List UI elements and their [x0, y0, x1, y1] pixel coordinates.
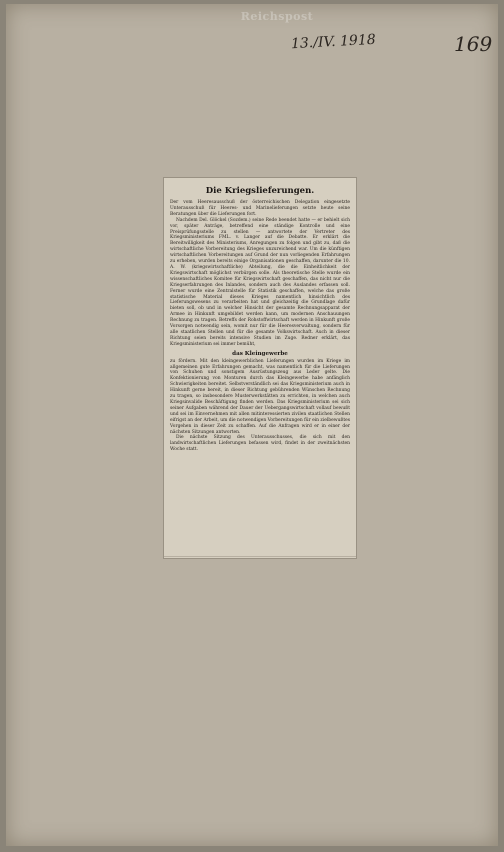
article-paragraph: Nachdem Del. Glöckel (Sozdem.) seine Rede beendet hatte — er behielt sich vor, später Anträge, betreffend eine ständige Kontrolle und eine Preisprüfungsstelle zu stellen — antwortete der Vertreter des Kriegsministeriums FML. v. Langer auf die Debatte. Er erklärt die Bereitwilligkeit des Ministeriums, Anregungen zu folgen und gibt zu, daß die wirtschaftliche Vorbereitung des Krieges unzureichend war. Um die künftigen wirtschaftlichen Vorbereitungen auf Grund der nun vorliegenden Erfahrungen zu erheben, wurden bereits einige Organisationen geschaffen, darunter die 10. A. W. (kriegswirtschaftliche) Abteilung, die die Einheitlichkeit der Kriegswirtschaft möglichst verbürgen solle. Als theoretische Stelle wurde ein wissenschaftliches Komitee für Kriegswirtschaft geschaffen, das nicht nur die Kriegserfahrungen des Inlandes, sondern auch des Auslandes erfassen soll. Ferner wurde eine Zentralstelle für Statistik geschaffen, welche das große statistische Material dieses Krieges namentlich hinsichtlich des Lieferungswesens zu verarbeiten hat und gleichzeitig die Grundlage dafür bieten soll, ob und in welcher Hinsicht der gesamte Rechnungsapparat der Armee in Hinkunft umgebildet werden kann, um modernen Anschauungen Rechnung zu tragen. Betreffs der Rohstoffwirtschaft werden in Hinkunft große Vorsorgen notwendig sein, womit nur für die Heeresverwaltung, sondern für alle staatlichen Stellen und für die gesamte Volkswirtschaft. Auch in dieser Richtung seien bereits intensive Studien im Zuge. Redner erklärt, das Kriegsministerium sei immer bemüht,	[170, 217, 350, 347]
folio-number: 169	[454, 32, 493, 56]
newspaper-clipping	[164, 178, 356, 558]
article-subheading: das Kleingewerbe	[232, 350, 288, 357]
article-paragraph: Die nächste Sitzung des Unterausschusses, die sich mit den landwirtschaftlichen Lieferungen befassen wird, findet in der zweitnächsten Woche statt.	[170, 435, 350, 453]
article-paragraph: zu fördern. Mit den kleingewerblichen Lieferungen wurden im Kriege im allgemeinen gute Erfahrungen gemacht, was namentlich für die Lieferungen von Schuhen und sonstigem Ausrüstungszeug aus Leder gelte. Die Konfektionierung von Monturen durch das Kleingewerbe habe anfänglich Schwierigkeiten bereitet. Selbstverständlich sei das Kriegsministerium auch in Hinkunft gerne bereit, in dieser Richtung gebührenden Wünschen Rechnung zu tragen, so insbesondere Musterwerkstätten zu errichten, in welchen auch Kriegsinvalide Beschäftigung finden werden. Das Kriegsministerium sei sich seiner Aufgaben während der Dauer der Uebergangswirtschaft vollauf bewußt und sei im Einvernehmen mit allen mitinteressierten zivilen staatlichen Stellen eifrigst an der Arbeit, um die notwendigen Vorbereitungen für ein zielbewußtes Vorgehen in dieser Zeit zu schaffen. Auf die Anfragen wird er in einer der nächsten Sitzungen antworten.	[170, 358, 351, 435]
article-title: Die Kriegslieferungen.	[205, 186, 315, 196]
clipping-bottom-edge	[164, 556, 356, 557]
handwritten-date: 13./IV. 1918	[290, 31, 377, 53]
article-paragraph: Der vom Heeresausschuß der österreichischen Delegation eingesetzte Unterausschuß für Heeres- und Marinelieferungen setzte heute seine Beratungen über die Lieferungen fort.	[170, 200, 350, 217]
newspaper-stamp: Reichspost	[240, 10, 314, 23]
